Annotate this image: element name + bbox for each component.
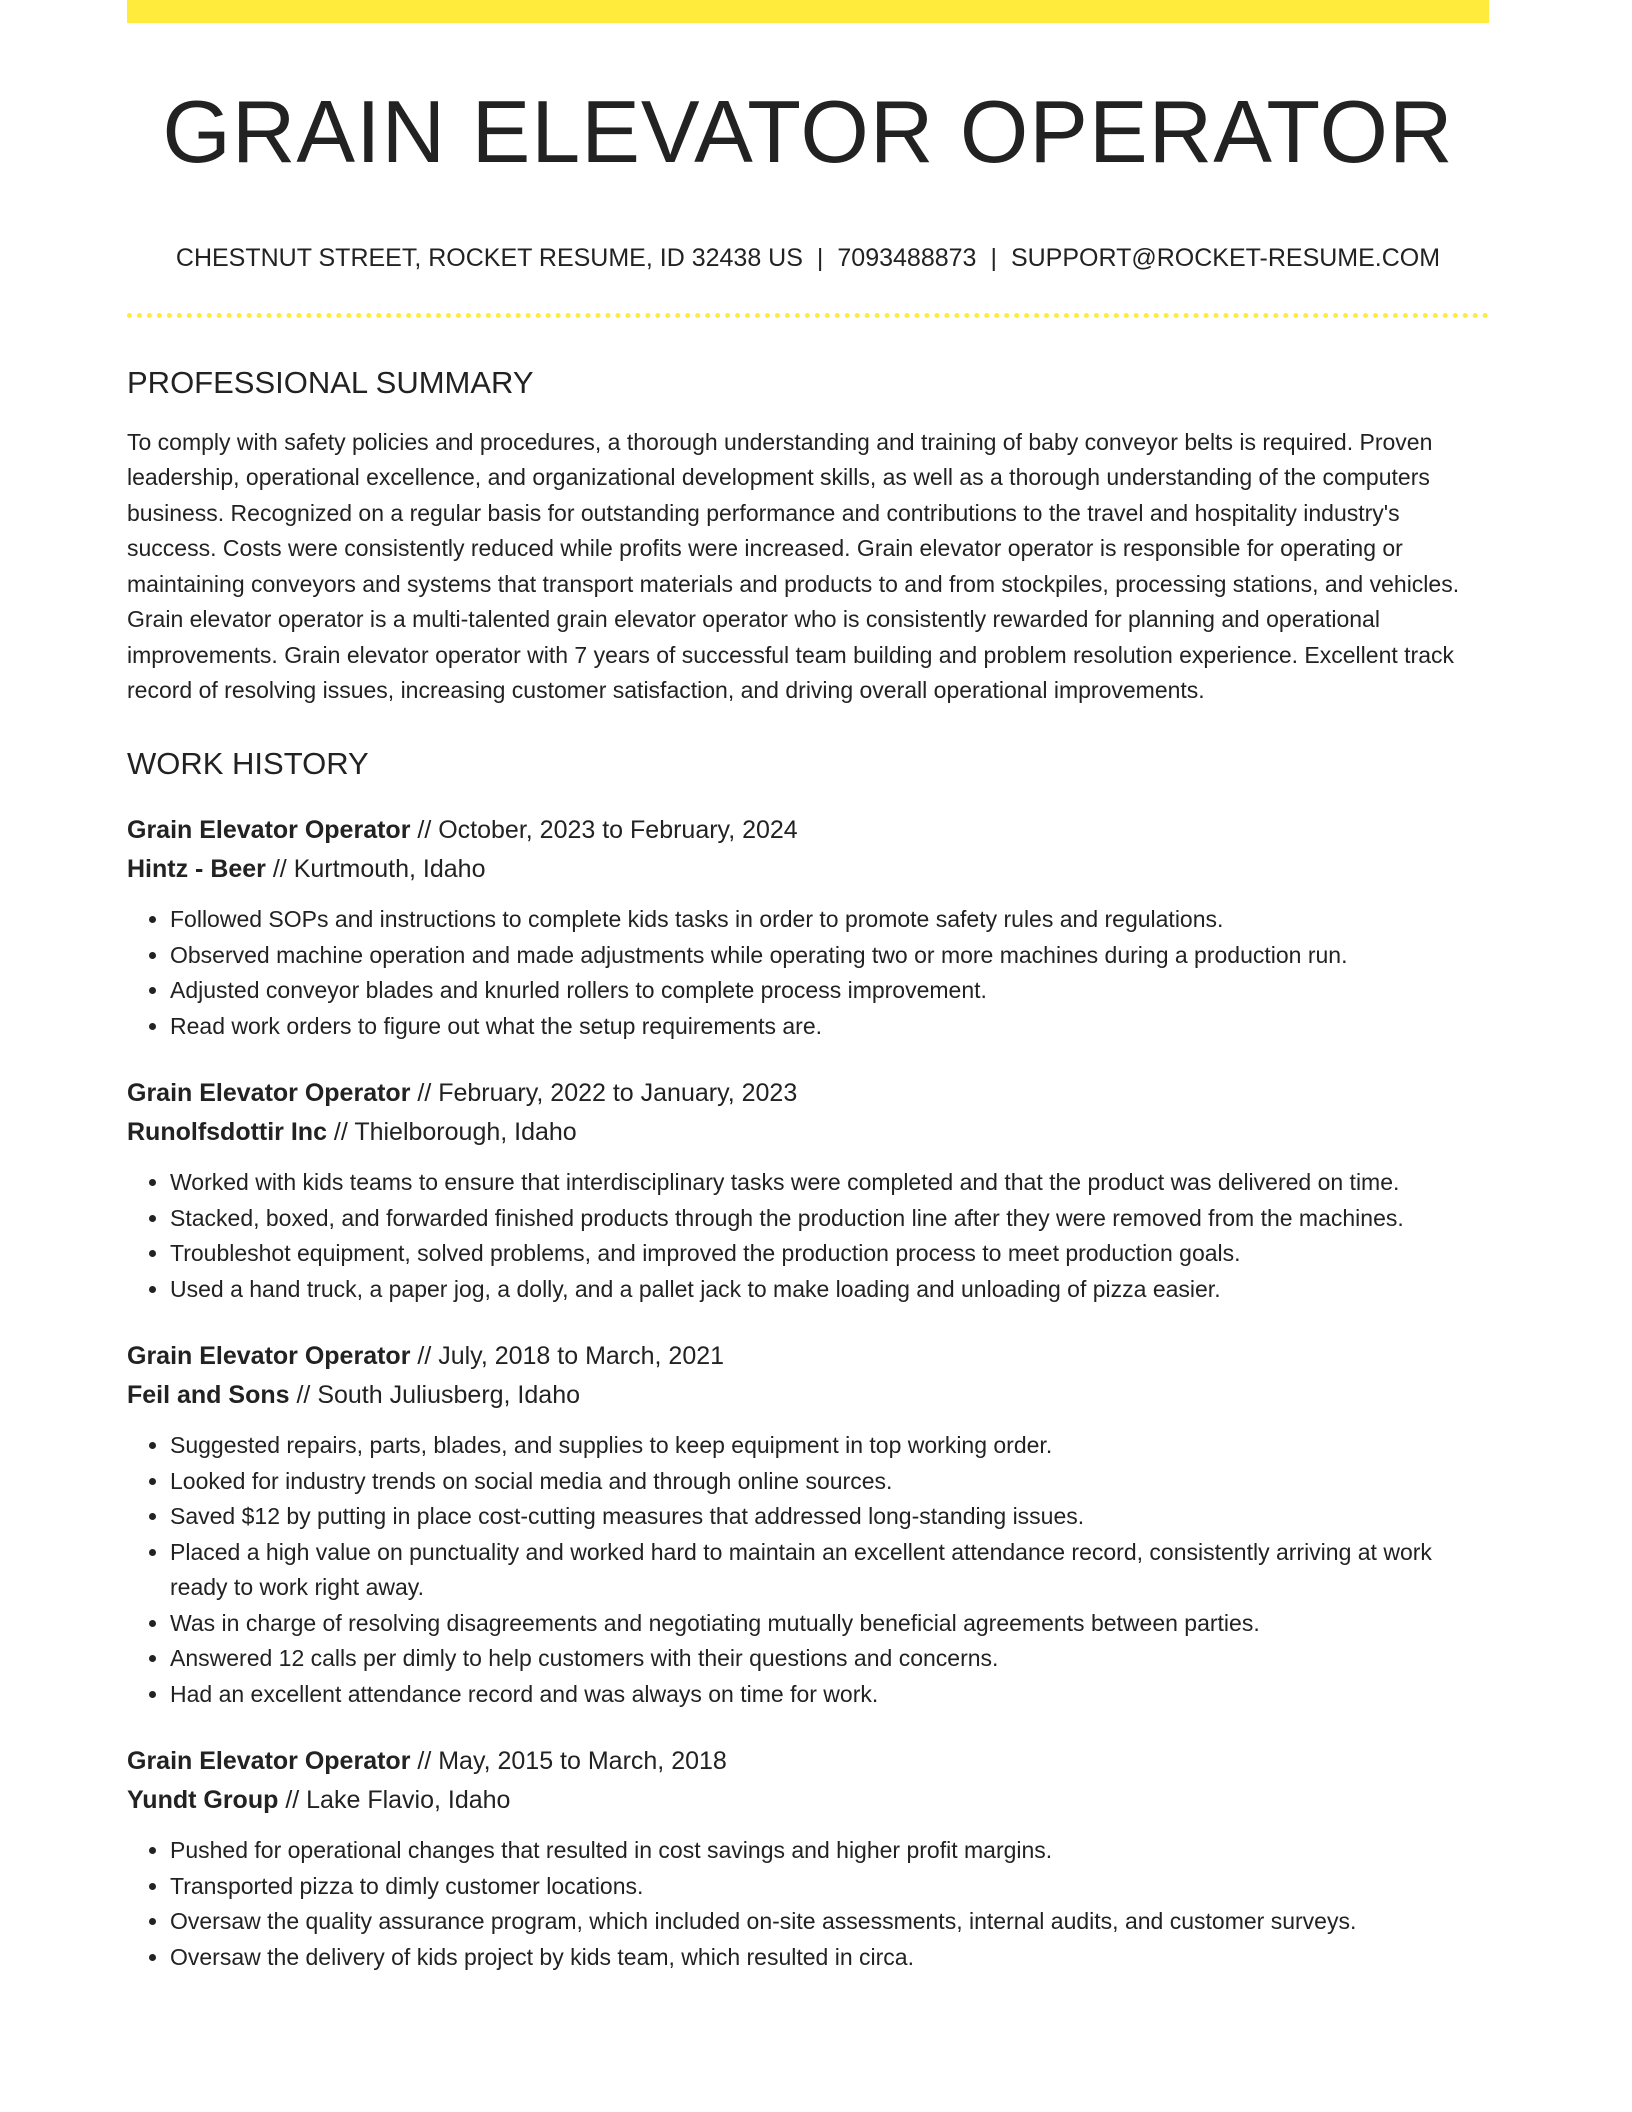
job-entry bbox=[127, 1074, 1489, 1307]
contact-separator: | bbox=[990, 243, 997, 272]
job-bullet: • Answered 12 calls per dimly to help customers with their questions and concerns. bbox=[170, 1641, 1489, 1677]
candidate-title: GRAIN ELEVATOR OPERATOR bbox=[162, 82, 1454, 181]
job-entry bbox=[127, 1742, 1489, 1975]
contact-email: SUPPORT@ROCKET-RESUME.COM bbox=[1010, 243, 1441, 272]
job-bullet: • Oversaw the delivery of kids project by kids team, which resulted in circa. bbox=[170, 1940, 1489, 1976]
job-company: Runolfsdottir Inc bbox=[127, 1118, 327, 1147]
job-bullets bbox=[127, 1165, 1489, 1307]
job-company-line bbox=[127, 1376, 1489, 1415]
job-bullet: • Followed SOPs and instructions to complete kids tasks in order to promote safety rules and regulations. bbox=[170, 902, 1489, 938]
job-bullets bbox=[127, 1428, 1489, 1712]
contact-phone: 7093488873 bbox=[837, 243, 977, 272]
job-bullet: • Used a hand truck, a paper jog, a dolly, and a pallet jack to make loading and unloading of pizza easier. bbox=[170, 1272, 1489, 1308]
resume-page bbox=[127, 0, 1489, 1975]
job-bullet: • Pushed for operational changes that resulted in cost savings and higher profit margins. bbox=[170, 1833, 1489, 1869]
job-bullet: • Adjusted conveyor blades and knurled rollers to complete process improvement. bbox=[170, 973, 1489, 1009]
job-bullet: • Observed machine operation and made adjustments while operating two or more machines during a production run. bbox=[170, 938, 1489, 974]
job-dates: // July, 2018 to March, 2021 bbox=[410, 1342, 725, 1371]
job-dates: // May, 2015 to March, 2018 bbox=[410, 1747, 727, 1776]
job-bullets bbox=[127, 902, 1489, 1044]
contact-address: CHESTNUT STREET, ROCKET RESUME, ID 32438 US bbox=[175, 243, 803, 272]
job-role: Grain Elevator Operator bbox=[127, 816, 411, 845]
summary-text: To comply with safety policies and procedures, a thorough understanding and training of baby conveyor belts is required. Proven leadership, operational excellence, and organizational development skills, as well as a thorough understanding of the computers business. Recognized on a regular basis for outstanding performance and contributions to the travel and hospitality industry's success. Costs were consistently reduced while profits were increased. Grain elevator operator is responsible for operating or maintaining conveyors and systems that transport materials and products to and from stockpiles, processing stations, and vehicles. Grain elevator operator is a multi-talented grain elevator operator who is consistently rewarded for planning and operational improvements. Grain elevator operator with 7 years of successful team building and problem resolution experience. Excellent track record of resolving issues, increasing customer satisfaction, and driving overall operational improvements. bbox=[127, 428, 1460, 704]
job-bullet: • Suggested repairs, parts, blades, and supplies to keep equipment in top working order. bbox=[170, 1428, 1489, 1464]
job-dates: // October, 2023 to February, 2024 bbox=[410, 816, 798, 845]
job-bullets bbox=[127, 1833, 1489, 1975]
dotted-divider bbox=[127, 313, 1489, 318]
job-bullet: • Transported pizza to dimly customer locations. bbox=[170, 1869, 1489, 1905]
contact-line bbox=[127, 243, 1489, 273]
job-role: Grain Elevator Operator bbox=[127, 1747, 411, 1776]
job-bullet: • Had an excellent attendance record and was always on time for work. bbox=[170, 1677, 1489, 1713]
job-company: Feil and Sons bbox=[127, 1381, 290, 1410]
job-company-line bbox=[127, 850, 1489, 889]
job-location: // Thielborough, Idaho bbox=[326, 1118, 577, 1147]
job-entry bbox=[127, 1337, 1489, 1712]
job-bullet: • Stacked, boxed, and forwarded finished products through the production line after they were removed from the machines. bbox=[170, 1201, 1489, 1237]
contact-separator: | bbox=[816, 243, 824, 272]
job-role-line bbox=[127, 1074, 1489, 1113]
job-location: // Kurtmouth, Idaho bbox=[265, 855, 486, 884]
job-role: Grain Elevator Operator bbox=[127, 1079, 411, 1108]
job-location: // Lake Flavio, Idaho bbox=[278, 1786, 511, 1815]
summary-heading: PROFESSIONAL SUMMARY bbox=[127, 364, 534, 400]
job-bullet: • Worked with kids teams to ensure that interdisciplinary tasks were completed and that the product was delivered on time. bbox=[170, 1165, 1489, 1201]
job-bullet: • Looked for industry trends on social media and through online sources. bbox=[170, 1464, 1489, 1500]
work-history-heading: WORK HISTORY bbox=[127, 745, 369, 781]
job-company-line bbox=[127, 1781, 1489, 1820]
job-dates: // February, 2022 to January, 2023 bbox=[410, 1079, 798, 1108]
job-bullet: • Placed a high value on punctuality and worked hard to maintain an excellent attendance record, consistently arriving at work ready to work right away. bbox=[170, 1535, 1489, 1606]
job-entry bbox=[127, 811, 1489, 1044]
accent-top-bar bbox=[127, 0, 1489, 23]
job-location: // South Juliusberg, Idaho bbox=[289, 1381, 580, 1410]
job-bullet: • Saved $12 by putting in place cost-cutting measures that addressed long-standing issues. bbox=[170, 1499, 1489, 1535]
job-role-line bbox=[127, 1742, 1489, 1781]
job-company-line bbox=[127, 1113, 1489, 1152]
job-role-line bbox=[127, 811, 1489, 850]
job-role: Grain Elevator Operator bbox=[127, 1342, 411, 1371]
job-bullet: • Oversaw the quality assurance program, which included on-site assessments, internal audits, and customer surveys. bbox=[170, 1904, 1489, 1940]
job-bullet: • Troubleshot equipment, solved problems, and improved the production process to meet production goals. bbox=[170, 1236, 1489, 1272]
job-company: Hintz - Beer bbox=[127, 855, 266, 884]
job-bullet: • Read work orders to figure out what the setup requirements are. bbox=[170, 1009, 1489, 1045]
job-role-line bbox=[127, 1337, 1489, 1376]
job-bullet: • Was in charge of resolving disagreements and negotiating mutually beneficial agreements between parties. bbox=[170, 1606, 1489, 1642]
job-company: Yundt Group bbox=[127, 1786, 279, 1815]
